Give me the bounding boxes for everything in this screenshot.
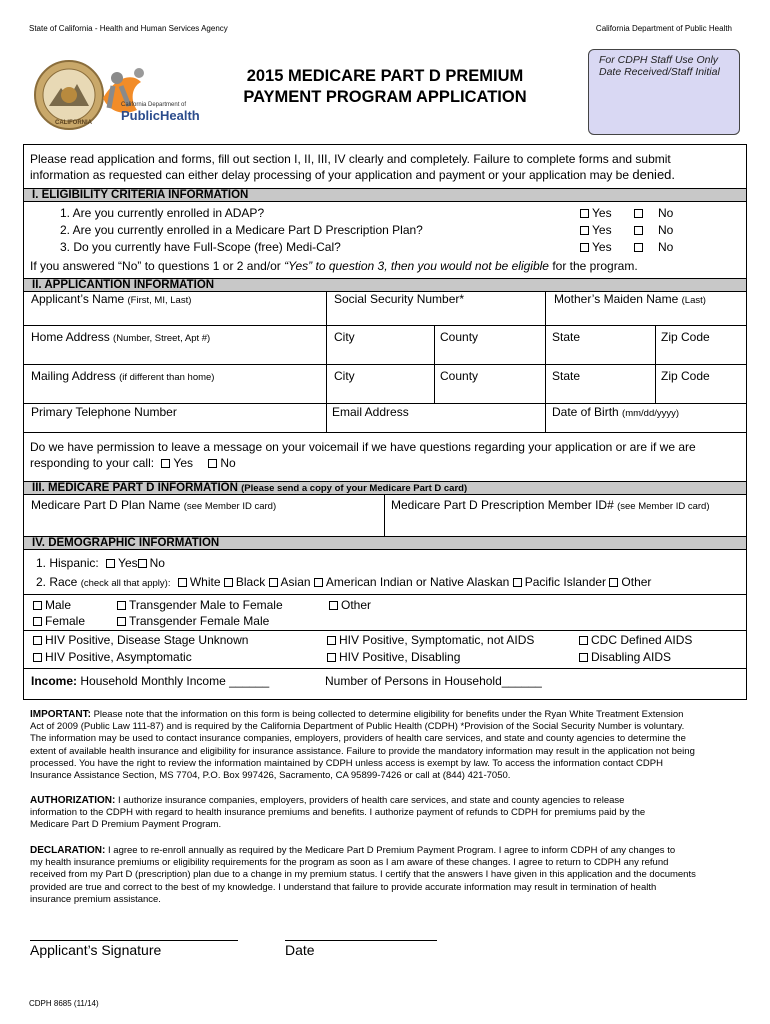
hiv-symptomatic[interactable]: HIV Positive, Symptomatic, not AIDS [327, 633, 534, 648]
section1-header: I. ELIGIBILITY CRITERIA INFORMATION [24, 188, 746, 202]
home-state-field[interactable]: State [552, 330, 581, 344]
eligibility-note: If you answered “No” to questions 1 or 2 and/or “Yes” to question 3, then you would not be eligible for the program. [30, 259, 638, 273]
question-adap: 1. Are you currently enrolled in ADAP? [60, 206, 265, 220]
medi-cal-no[interactable]: No [634, 240, 673, 255]
adap-no[interactable]: No [634, 206, 673, 221]
question-medi-cal: 3. Do you currently have Full-Scope (free) Medi-Cal? [60, 240, 341, 254]
checkbox[interactable] [634, 243, 643, 252]
intro-line1: Please read application and forms, fill out section I, II, III, IV clearly and completely. Failure to complete forms and submit [30, 152, 671, 166]
date-label: Date [285, 942, 315, 958]
checkbox[interactable] [117, 617, 126, 626]
gender-male[interactable]: Male [33, 598, 71, 613]
member-id-field[interactable]: Medicare Part D Prescription Member ID# (see Member ID card) [391, 498, 710, 512]
checkbox[interactable] [33, 636, 42, 645]
checkbox[interactable] [33, 653, 42, 662]
hispanic-no-checkbox[interactable] [138, 559, 147, 568]
mailing-zip-field[interactable]: Zip Code [661, 369, 710, 383]
checkbox[interactable] [580, 243, 589, 252]
hiv-asymptomatic[interactable]: HIV Positive, Asymptomatic [33, 650, 192, 665]
intro-denied: denied. [632, 167, 676, 182]
home-zip-field[interactable]: Zip Code [661, 330, 710, 344]
divider [24, 668, 746, 669]
authorization-paragraph: AUTHORIZATION: I authorize insurance companies, employers, providers of health care services, and state and county agencies to release information to the CDPH with regard to health insurance premiums and benefits. I authorize payment of refunds to CDPH for premiums paid by the Medicare Part D Premium Payment Program. [30, 795, 646, 831]
form-title-line2: PAYMENT PROGRAM APPLICATION [243, 88, 527, 106]
race-asian-checkbox[interactable] [269, 578, 278, 587]
checkbox[interactable] [327, 653, 336, 662]
checkbox[interactable] [579, 653, 588, 662]
form-title-line1: 2015 MEDICARE PART D PREMIUM [246, 67, 524, 85]
ssn-field[interactable]: Social Security Number* [334, 292, 465, 306]
divider [24, 630, 746, 631]
hiv-stage-unknown[interactable]: HIV Positive, Disease Stage Unknown [33, 633, 248, 648]
adap-yes[interactable]: Yes [580, 206, 612, 221]
logo-dept-line1: California Department of [121, 102, 187, 108]
income-field[interactable]: Income: Household Monthly Income ______ [31, 674, 270, 688]
seal-text: CALIFORNIA [55, 120, 92, 126]
staff-use-line2: Date Received/Staff Initial [599, 66, 720, 78]
home-address-field[interactable]: Home Address (Number, Street, Apt #) [31, 330, 211, 344]
checkbox[interactable] [327, 636, 336, 645]
voicemail-no-checkbox[interactable] [208, 459, 217, 468]
race-row: 2. Race (check all that apply): White Black Asian American Indian or Native Alaskan Pacific Islander Other [36, 575, 652, 589]
hiv-disabling[interactable]: HIV Positive, Disabling [327, 650, 460, 665]
part-d-yes[interactable]: Yes [580, 223, 612, 238]
agency-header: State of California - Health and Human Services Agency [29, 24, 228, 33]
intro-text [30, 151, 742, 183]
cdc-defined-aids[interactable]: CDC Defined AIDS [579, 633, 692, 648]
checkbox[interactable] [580, 209, 589, 218]
mailing-address-field[interactable]: Mailing Address (if different than home) [31, 369, 215, 383]
voicemail-yes-checkbox[interactable] [161, 459, 170, 468]
staff-use-box [588, 49, 740, 135]
section2-header: II. APPLICANTION INFORMATION [24, 278, 746, 292]
dob-field[interactable]: Date of Birth (mm/dd/yyyy) [552, 405, 680, 419]
divider [24, 325, 746, 326]
divider [384, 495, 385, 536]
email-field[interactable]: Email Address [332, 405, 409, 419]
logo-dept-line2: PublicHealth [121, 108, 200, 123]
gender-trans-ftm[interactable]: Transgender Female Male [117, 614, 269, 629]
part-d-no[interactable]: No [634, 223, 673, 238]
voicemail-yes-label: Yes [173, 456, 193, 470]
checkbox[interactable] [33, 601, 42, 610]
household-size-field[interactable]: Number of Persons in Household______ [325, 674, 542, 688]
question-part-d: 2. Are you currently enrolled in a Medicare Part D Prescription Plan? [60, 223, 423, 237]
applicant-name-field[interactable]: Applicant’s Name (First, MI, Last) [31, 292, 192, 306]
checkbox[interactable] [329, 601, 338, 610]
voicemail-question-line2: responding to your call: Yes No [30, 456, 236, 470]
mailing-state-field[interactable]: State [552, 369, 581, 383]
department-header: California Department of Public Health [595, 24, 732, 33]
date-line[interactable] [285, 940, 437, 941]
race-pacific-islander-checkbox[interactable] [513, 578, 522, 587]
hispanic-row: 1. Hispanic: Yes No [36, 556, 165, 570]
divider [24, 432, 746, 433]
voicemail-question-line1: Do we have permission to leave a message on your voicemail if we have questions regarding your application or are if we are [30, 440, 696, 454]
checkbox[interactable] [33, 617, 42, 626]
home-county-field[interactable]: County [440, 330, 479, 344]
mailing-city-field[interactable]: City [334, 369, 355, 383]
phone-field[interactable]: Primary Telephone Number [31, 405, 177, 419]
divider [24, 594, 746, 595]
section3-header: III. MEDICARE PART D INFORMATION (Please send a copy of your Medicare Part D card) [24, 481, 746, 495]
form-title [215, 66, 555, 108]
voicemail-no-label: No [220, 456, 236, 470]
checkbox[interactable] [117, 601, 126, 610]
plan-name-field[interactable]: Medicare Part D Plan Name (see Member ID card) [31, 498, 277, 512]
race-other-checkbox[interactable] [609, 578, 618, 587]
checkbox[interactable] [579, 636, 588, 645]
home-city-field[interactable]: City [334, 330, 355, 344]
checkbox[interactable] [634, 209, 643, 218]
race-american-indian-checkbox[interactable] [314, 578, 323, 587]
gender-female[interactable]: Female [33, 614, 85, 629]
mailing-county-field[interactable]: County [440, 369, 479, 383]
divider [24, 364, 746, 365]
checkbox[interactable] [580, 226, 589, 235]
checkbox[interactable] [634, 226, 643, 235]
divider [24, 403, 746, 404]
gender-trans-mtf[interactable]: Transgender Male to Female [117, 598, 283, 613]
signature-line[interactable] [30, 940, 238, 941]
gender-other[interactable]: Other [329, 598, 371, 613]
staff-use-line1: For CDPH Staff Use Only [599, 54, 719, 66]
maiden-name-field[interactable]: Mother’s Maiden Name (Last) [554, 292, 706, 306]
divider [545, 292, 546, 432]
signature-label: Applicant’s Signature [30, 942, 162, 958]
cdph-logo [33, 58, 213, 133]
divider [326, 292, 327, 432]
form-id: CDPH 8685 (11/14) [29, 999, 99, 1008]
race-white-checkbox[interactable] [178, 578, 187, 587]
section4-header: IV. DEMOGRAPHIC INFORMATION [24, 536, 746, 550]
intro-line2: information as requested can either delay processing of your application and payment or your application may be [30, 168, 633, 182]
race-black-checkbox[interactable] [224, 578, 233, 587]
important-paragraph: IMPORTANT: Please note that the information on this form is being collected to determine eligibility for benefits under the Ryan White Treatment Extension Act of 2009 (Public Law 111-87) and is required by the California Department of Public Health (CDPH) *Provision of the Social Security Number is voluntary. The information may be used to contact insurance companies, employers, providers of health care services, and state and county agencies to determine the extent of available health insurance and eligibility for insurance assistance. Failure to provide the mandatory information may result in the application not being processed. You have the right to review the information maintained by CDPH unless access is exempt by law. To access the information contact CDPH Insurance Assistance Section, MS 7704, P.O. Box 997426, Sacramento, CA 95899-7426 or call at (844) 421-7050. [30, 709, 695, 782]
disabling-aids[interactable]: Disabling AIDS [579, 650, 671, 665]
hispanic-yes-checkbox[interactable] [106, 559, 115, 568]
medi-cal-yes[interactable]: Yes [580, 240, 612, 255]
declaration-paragraph: DECLARATION: I agree to re-enroll annually as required by the Medicare Part D Premium Payment Program. I agree to inform CDPH of any changes to my health insurance premiums or eligibility requirements for the program as soon as I am aware of these changes. I agree to return to CDPH any refund received from my Part D (prescription) plan due to a change in my premium status. I certify that the answers I have given in this application and the documents provided are true and correct to the best of my knowledge. I understand that failure to provide accurate information may result in termination of health insurance premium assistance. [30, 845, 696, 905]
